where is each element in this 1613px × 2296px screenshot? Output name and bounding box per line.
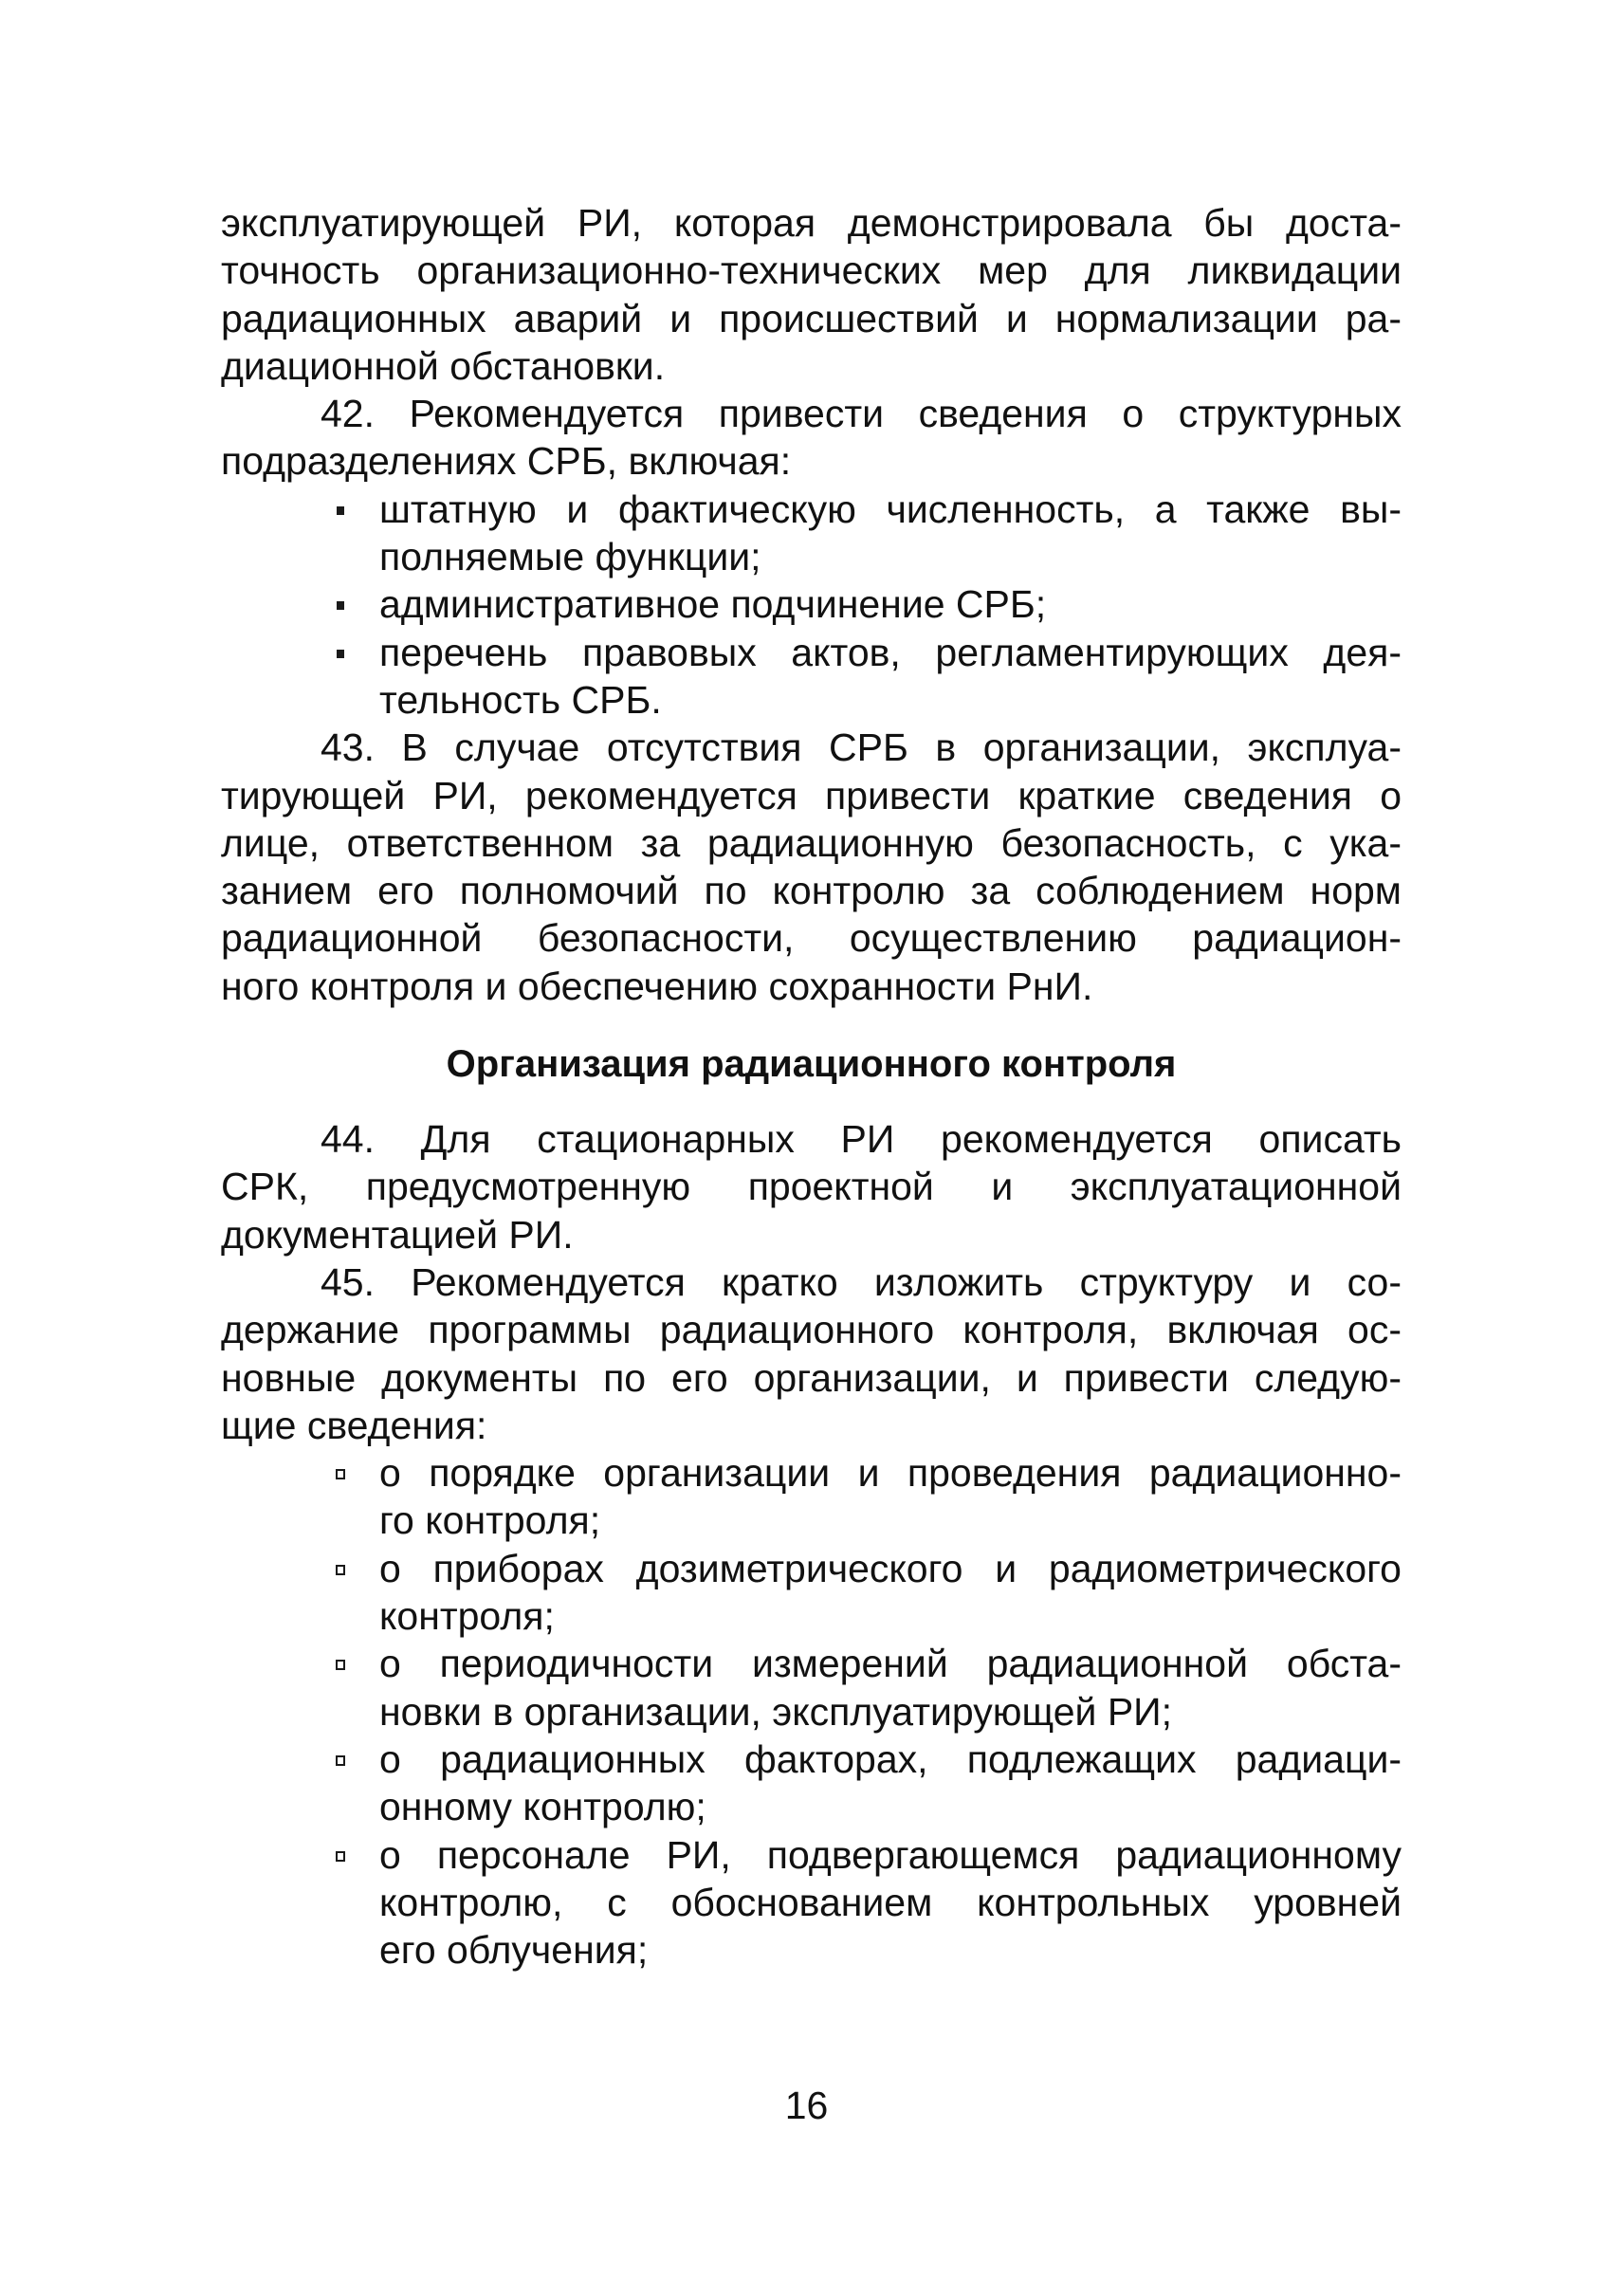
- bullet-hollow-square-icon: [332, 1545, 351, 1592]
- list-item: [379, 1831, 1402, 1975]
- text-column: [221, 199, 1402, 1974]
- list-item: [379, 1545, 1402, 1641]
- paragraph-continuation: [221, 199, 1402, 390]
- list-item: [379, 580, 1402, 628]
- text-line: штатную и фактическую численность, а также вы-: [379, 487, 1402, 531]
- list-item: [379, 1736, 1402, 1831]
- text-line: лице, ответственном за радиационную безопасность, с ука-: [221, 820, 1402, 865]
- list-item: [379, 486, 1402, 581]
- text-line: го контроля;: [379, 1498, 601, 1543]
- text-line: 43. В случае отсутствия СРБ в организации, эксплуа-: [321, 726, 1402, 770]
- bullet-hollow-square-icon: [332, 1831, 351, 1879]
- text-line: щие сведения:: [221, 1403, 487, 1447]
- text-line: диационной обстановки.: [221, 343, 666, 388]
- text-line: о периодичности измерений радиационной обста-: [379, 1642, 1402, 1686]
- text-line: о персонале РИ, подвергающемся радиационному: [379, 1832, 1402, 1877]
- text-line: о приборах дозиметрического и радиометрического: [379, 1546, 1402, 1590]
- bullet-hollow-square-icon: [332, 1640, 351, 1687]
- text-line: 42. Рекомендуется привести сведения о структурных: [321, 392, 1402, 436]
- text-line: тирующей РИ, рекомендуется привести краткие сведения о: [221, 773, 1402, 817]
- paragraph-44: [221, 1115, 1402, 1258]
- text-line: о радиационных факторах, подлежащих радиаци-: [379, 1736, 1402, 1781]
- text-line: о порядке организации и проведения радиационно-: [379, 1451, 1402, 1496]
- text-line: ного контроля и обеспечению сохранности РнИ.: [221, 964, 1093, 1008]
- list-item: [379, 1449, 1402, 1545]
- text-line: контроля;: [379, 1594, 555, 1639]
- bullet-square-icon: [332, 580, 351, 628]
- list-item: [379, 629, 1402, 725]
- text-line: административное подчинение СРБ;: [379, 582, 1047, 627]
- text-line: документацией РИ.: [221, 1212, 574, 1257]
- text-line: эксплуатирующей РИ, которая демонстрировала бы доста-: [221, 201, 1402, 245]
- paragraph-45: [221, 1258, 1402, 1449]
- control-info-list: [221, 1449, 1402, 1974]
- text-line: 44. Для стационарных РИ рекомендуется описать: [321, 1117, 1402, 1162]
- bullet-hollow-square-icon: [332, 1736, 351, 1783]
- text-line: СРК, предусмотренную проектной и эксплуатационной: [221, 1165, 1402, 1209]
- text-line: новные документы по его организации, и привести следую-: [221, 1355, 1402, 1400]
- text-line: его облучения;: [379, 1928, 649, 1973]
- text-line: радиационной безопасности, осуществлению радиацион-: [221, 916, 1402, 961]
- text-line: тельность СРБ.: [379, 677, 662, 722]
- bullet-square-icon: [332, 486, 351, 533]
- text-line: держание программы радиационного контроля, включая ос-: [221, 1308, 1402, 1352]
- text-line: точность организационно-технических мер для ликвидации: [221, 248, 1402, 293]
- text-line: перечень правовых актов, регламентирующих дея-: [379, 630, 1402, 674]
- list-item: [379, 1640, 1402, 1736]
- paragraph-42: [221, 390, 1402, 486]
- bullet-hollow-square-icon: [332, 1449, 351, 1497]
- text-line: онному контролю;: [379, 1785, 706, 1829]
- text-line: занием его полномочий по контролю за соблюдением норм: [221, 869, 1402, 913]
- text-line: новки в организации, эксплуатирующей РИ;: [379, 1689, 1173, 1734]
- text-line: полняемые функции;: [379, 535, 761, 579]
- srb-info-list: [221, 486, 1402, 724]
- text-line: подразделениях СРБ, включая:: [221, 439, 792, 484]
- text-line: 45. Рекомендуется кратко изложить структуру и со-: [321, 1259, 1402, 1304]
- text-line: радиационных аварий и происшествий и нормализации ра-: [221, 296, 1402, 340]
- paragraph-43: [221, 724, 1402, 1010]
- section-heading: Организация радиационного контроля: [446, 1043, 1177, 1086]
- text-line: контролю, с обоснованием контрольных уровней: [379, 1880, 1402, 1924]
- bullet-square-icon: [332, 629, 351, 676]
- page-number: 16: [784, 2084, 829, 2127]
